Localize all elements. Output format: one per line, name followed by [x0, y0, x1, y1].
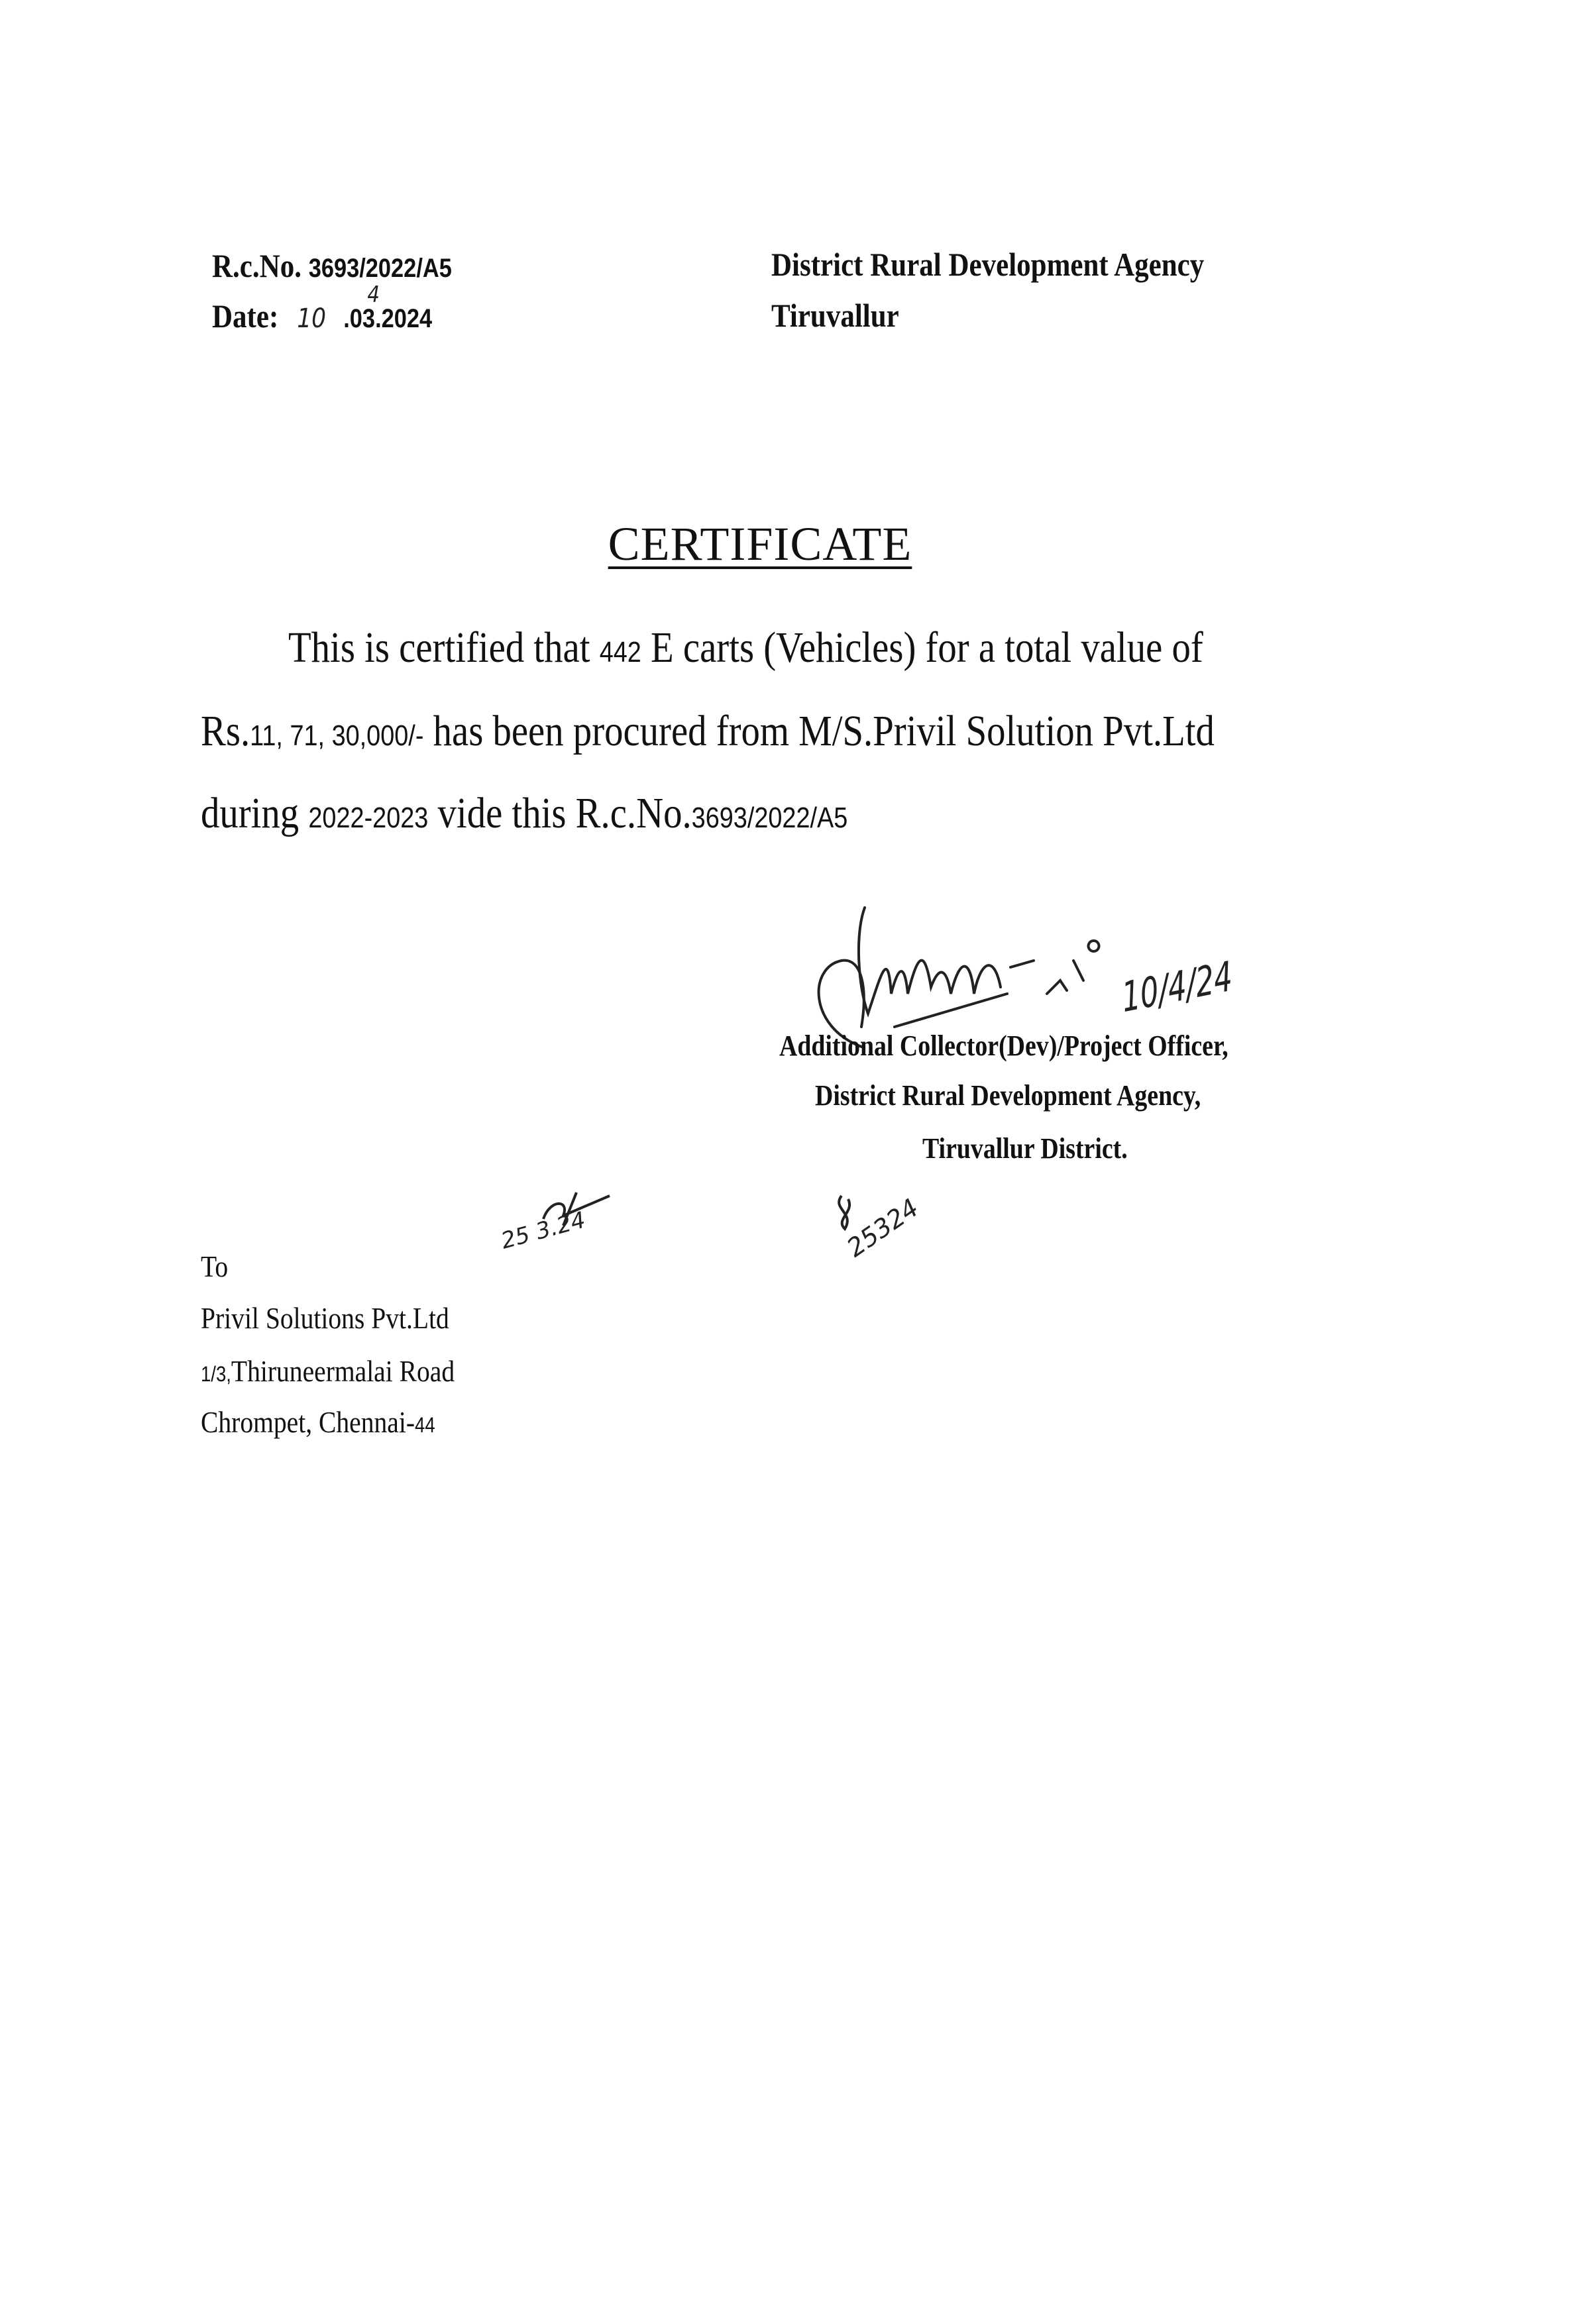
- certificate-title: [0, 517, 1520, 572]
- reference-value: 3693/2022/A5: [308, 254, 452, 283]
- date-label: Date:: [212, 297, 279, 335]
- body-line-2: [201, 706, 1215, 757]
- body-text: E carts (Vehicles) for a total value of: [651, 623, 1203, 672]
- signatory-district: Tiruvallur District.: [922, 1132, 1128, 1165]
- recipient-address-city: [201, 1404, 435, 1440]
- period: 2022-2023: [308, 802, 429, 834]
- signatory-office: District Rural Development Agency,: [815, 1079, 1201, 1112]
- body-text: has been procured from M/S.Privil Solution Pvt.Ltd: [433, 707, 1215, 755]
- amount-value: 11, 71, 30,000/-: [250, 719, 424, 752]
- address-number: 1/3,: [201, 1362, 231, 1386]
- body-line-1: [288, 623, 1203, 673]
- address-pin: 44: [415, 1413, 435, 1437]
- signatory-designation: Additional Collector(Dev)/Project Officer,: [779, 1030, 1228, 1062]
- date-month-correction: 4: [367, 282, 380, 308]
- address-street: Thiruneermalai Road: [231, 1354, 455, 1388]
- body-reference-number: 3693/2022/A5: [691, 802, 848, 834]
- certificate-title-text: CERTIFICATE: [608, 517, 912, 570]
- initial-date-left: 25 3.24: [498, 1206, 588, 1255]
- reference-label: R.c.No.: [212, 247, 301, 284]
- recipient-name: Privil Solutions Pvt.Ltd: [201, 1301, 449, 1335]
- reference-number: [212, 246, 452, 285]
- recipient-to-label: To: [201, 1249, 229, 1283]
- recipient-address-street: [201, 1353, 455, 1389]
- date-day-handwritten: 10: [297, 303, 327, 334]
- body-text: during: [201, 789, 300, 837]
- date-month: .03: [343, 304, 376, 333]
- amount-label: Rs.: [201, 707, 250, 755]
- address-city: Chrompet, Chennai-: [201, 1405, 415, 1439]
- agency-name: District Rural Development Agency: [771, 246, 1205, 283]
- initial-date-right: 25324: [842, 1192, 924, 1263]
- agency-place: Tiruvallur: [771, 297, 899, 334]
- body-text: This is certified that: [288, 623, 590, 672]
- signature-date-handwritten: 10/4/24: [1120, 951, 1234, 1022]
- vehicle-quantity: 442: [599, 636, 641, 668]
- date-month-year: [343, 282, 433, 333]
- body-text: vide this R.c.No.: [437, 789, 692, 837]
- body-line-3: [201, 788, 847, 839]
- document-date: [212, 282, 433, 335]
- date-year: .2024: [375, 304, 433, 333]
